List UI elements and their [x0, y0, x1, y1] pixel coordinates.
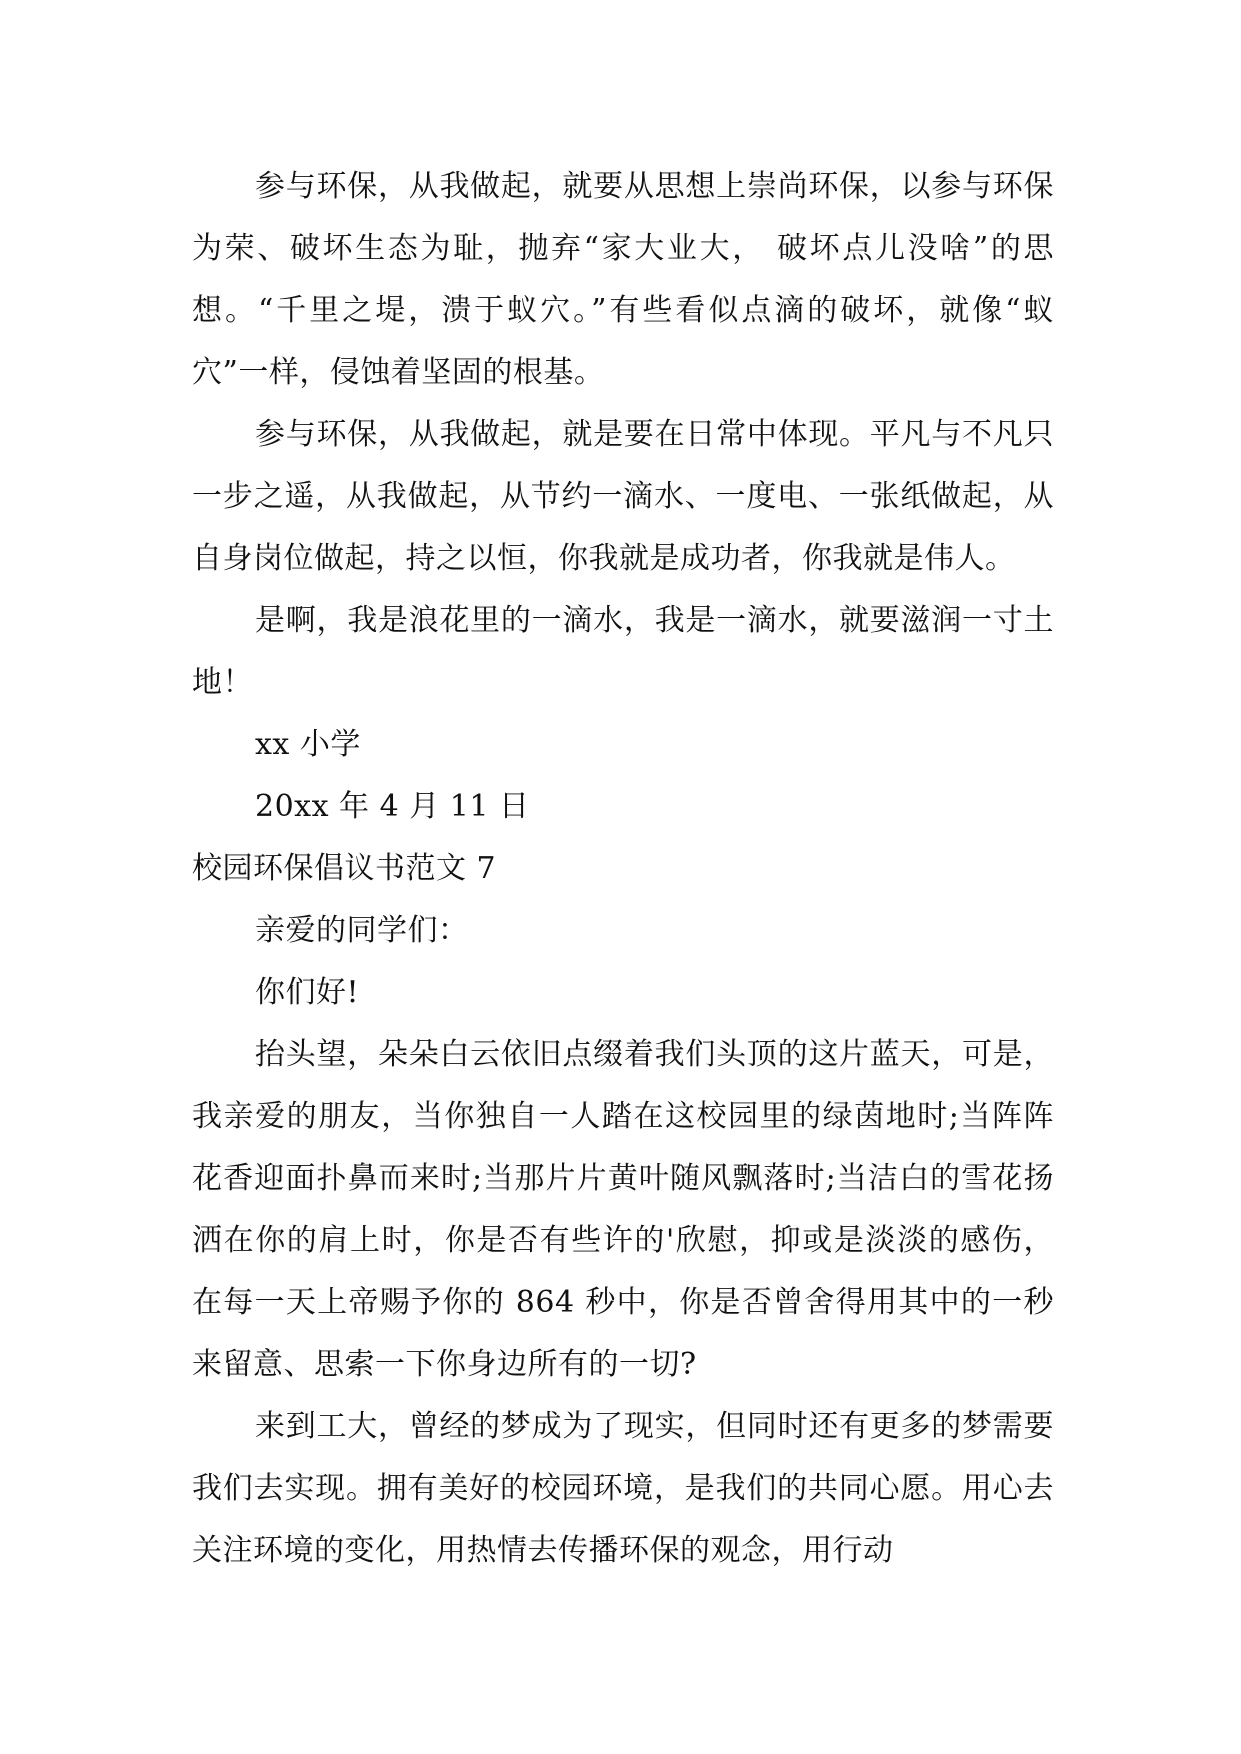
paragraph-drop-of-water: 是啊，我是浪花里的一滴水，我是一滴水，就要滋润一寸土地！: [192, 603, 1054, 700]
greeting: 亲爱的同学们：: [255, 913, 469, 948]
section-title: 校园环保倡议书范文 7: [192, 851, 497, 886]
hello-line: 你们好!: [255, 975, 360, 1010]
paragraph-look-up: 抬头望，朵朵白云依旧点缀着我们头顶的这片蓝天，可是，我亲爱的朋友，当你独自一人踏在这校园里的绿茵地时;当阵阵花香迎面扑鼻而来时;当那片片黄叶随风飘落时;当洁白的雪花扬洒在你的肩上时，你是否有些许的'欣慰，抑或是淡淡的感伤，在每一天上帝赐予你的 864 秒中，你是否曾舍得用其中的一秒来留意、思索一下你身边所有的一切?: [192, 1037, 1054, 1382]
paragraph-daily-practice: 参与环保，从我做起，就是要在日常中体现。平凡与不凡只一步之遥，从我做起，从节约一滴水、一度电、一张纸做起，从自身岗位做起，持之以恒，你我就是成功者，你我就是伟人。: [192, 417, 1054, 576]
paragraph-university: 来到工大，曾经的梦成为了现实，但同时还有更多的梦需要我们去实现。拥有美好的校园环境，是我们的共同心愿。用心去关注环境的变化，用热情去传播环保的观念，用行动: [192, 1409, 1054, 1568]
paragraph-think-environment: 参与环保，从我做起，就要从思想上崇尚环保，以参与环保为荣、破坏生态为耻，抛弃“家大业大， 破坏点儿没啥”的思想。“千里之堤，溃于蚁穴。”有些看似点滴的破坏，就像“蚁穴”一样，侵蚀着坚固的根基。: [192, 169, 1054, 390]
signature-school: xx 小学: [255, 727, 361, 762]
signature-date: 20xx 年 4 月 11 日: [255, 789, 530, 824]
document-body: [192, 156, 1054, 1582]
